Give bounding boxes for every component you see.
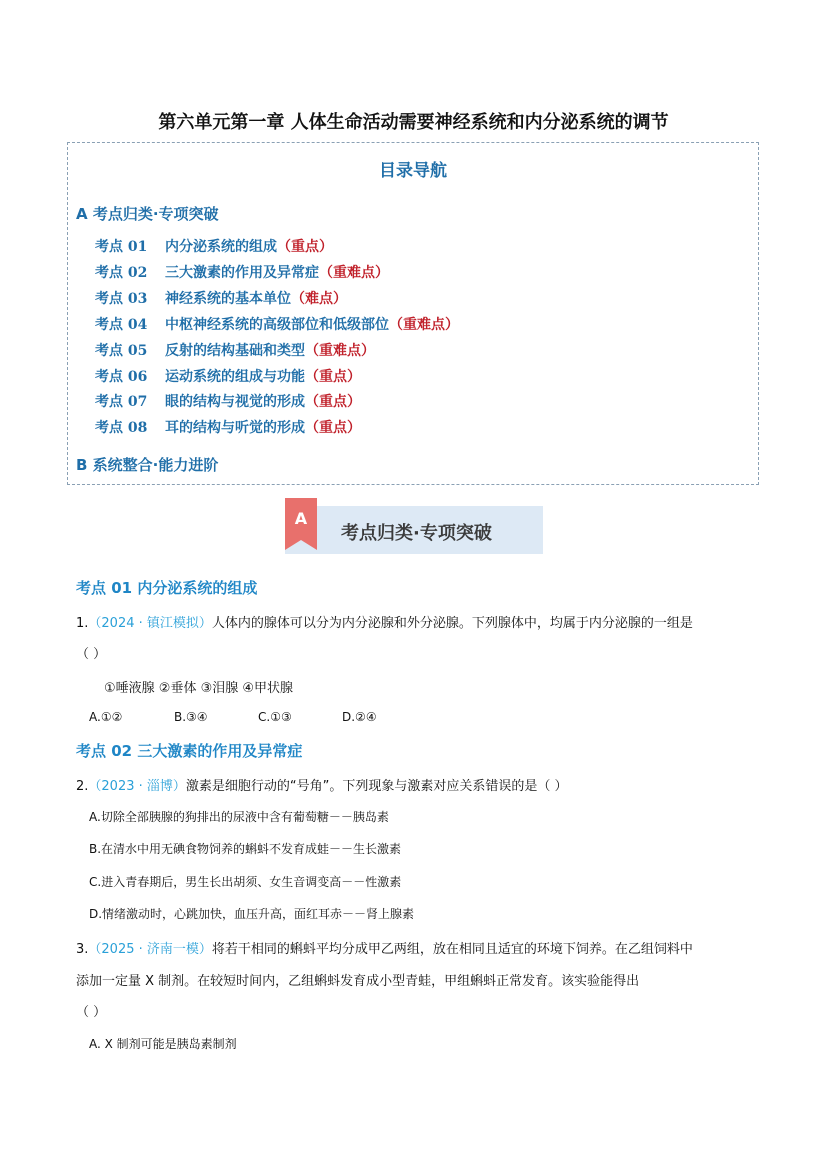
kp-heading-02: 考点 02 三大激素的作用及异常症	[76, 742, 303, 760]
option-d: D.情绪激动时，心跳加快，血压升高，面红耳赤－－肾上腺素	[89, 907, 415, 921]
question-3-bracket: （ ）	[76, 1005, 107, 1020]
option-b: B.在清水中用无碘食物饲养的蝌蚪不发育成蛙－－生长激素	[89, 842, 402, 856]
option-a: A. X 制剂可能是胰岛素制剂	[89, 1037, 237, 1051]
toc-item: 考点 03 神经系统的基本单位（难点）	[95, 291, 347, 307]
section-banner	[285, 506, 543, 554]
kp-heading-01: 考点 01 内分泌系统的组成	[76, 579, 258, 597]
toc-item: 考点 07 眼的结构与视觉的形成（重点）	[95, 394, 361, 410]
option-a: A.切除全部胰腺的狗排出的尿液中含有葡萄糖－－胰岛素	[89, 810, 389, 824]
toc-section-b: B 系统整合·能力进阶	[76, 456, 219, 474]
toc-item: 考点 05 反射的结构基础和类型（重难点）	[95, 343, 375, 359]
option-c: C.①③	[258, 710, 292, 724]
question-3-stem-line2: 添加一定量 X 制剂。在较短时间内，乙组蝌蚪发育成小型青蛙，甲组蝌蚪正常发育。该实验能得出	[76, 974, 640, 989]
banner-title: 考点归类·专项突破	[341, 523, 492, 544]
question-1-bracket: （ ）	[76, 647, 107, 662]
toc-item: 考点 06 运动系统的组成与功能（重点）	[95, 369, 361, 385]
toc-section-a: A 考点归类·专项突破	[76, 205, 219, 223]
bookmark-icon	[285, 498, 317, 550]
svg-text:A: A	[294, 509, 308, 528]
question-1-items: ①唾液腺 ②垂体 ③泪腺 ④甲状腺	[104, 681, 294, 696]
option-a: A.①②	[89, 710, 123, 724]
toc-item: 考点 02 三大激素的作用及异常症（重难点）	[95, 265, 389, 281]
toc-item: 考点 01 内分泌系统的组成（重点）	[95, 239, 333, 255]
toc-item: 考点 08 耳的结构与听觉的形成（重点）	[95, 420, 361, 436]
question-2-stem: 2.（2023 · 淄博）激素是细胞行动的“号角”。下列现象与激素对应关系错误的是（ ）	[76, 779, 568, 794]
toc-item: 考点 04 中枢神经系统的高级部位和低级部位（重难点）	[95, 317, 459, 333]
question-1-stem: 1.（2024 · 镇江模拟）人体内的腺体可以分为内分泌腺和外分泌腺。下列腺体中，均属于内分泌腺的一组是	[76, 616, 693, 631]
question-3-stem: 3.（2025 · 济南一模）将若干相同的蝌蚪平均分成甲乙两组，放在相同且适宜的环境下饲养。在乙组饲料中	[76, 942, 693, 957]
option-d: D.②④	[342, 710, 377, 724]
toc-box	[67, 142, 759, 485]
page-title: 第六单元第一章 人体生命活动需要神经系统和内分泌系统的调节	[158, 112, 669, 133]
toc-heading: 目录导航	[379, 161, 447, 181]
option-c: C.进入青春期后，男生长出胡须、女生音调变高－－性激素	[89, 875, 402, 889]
option-b: B.③④	[174, 710, 208, 724]
